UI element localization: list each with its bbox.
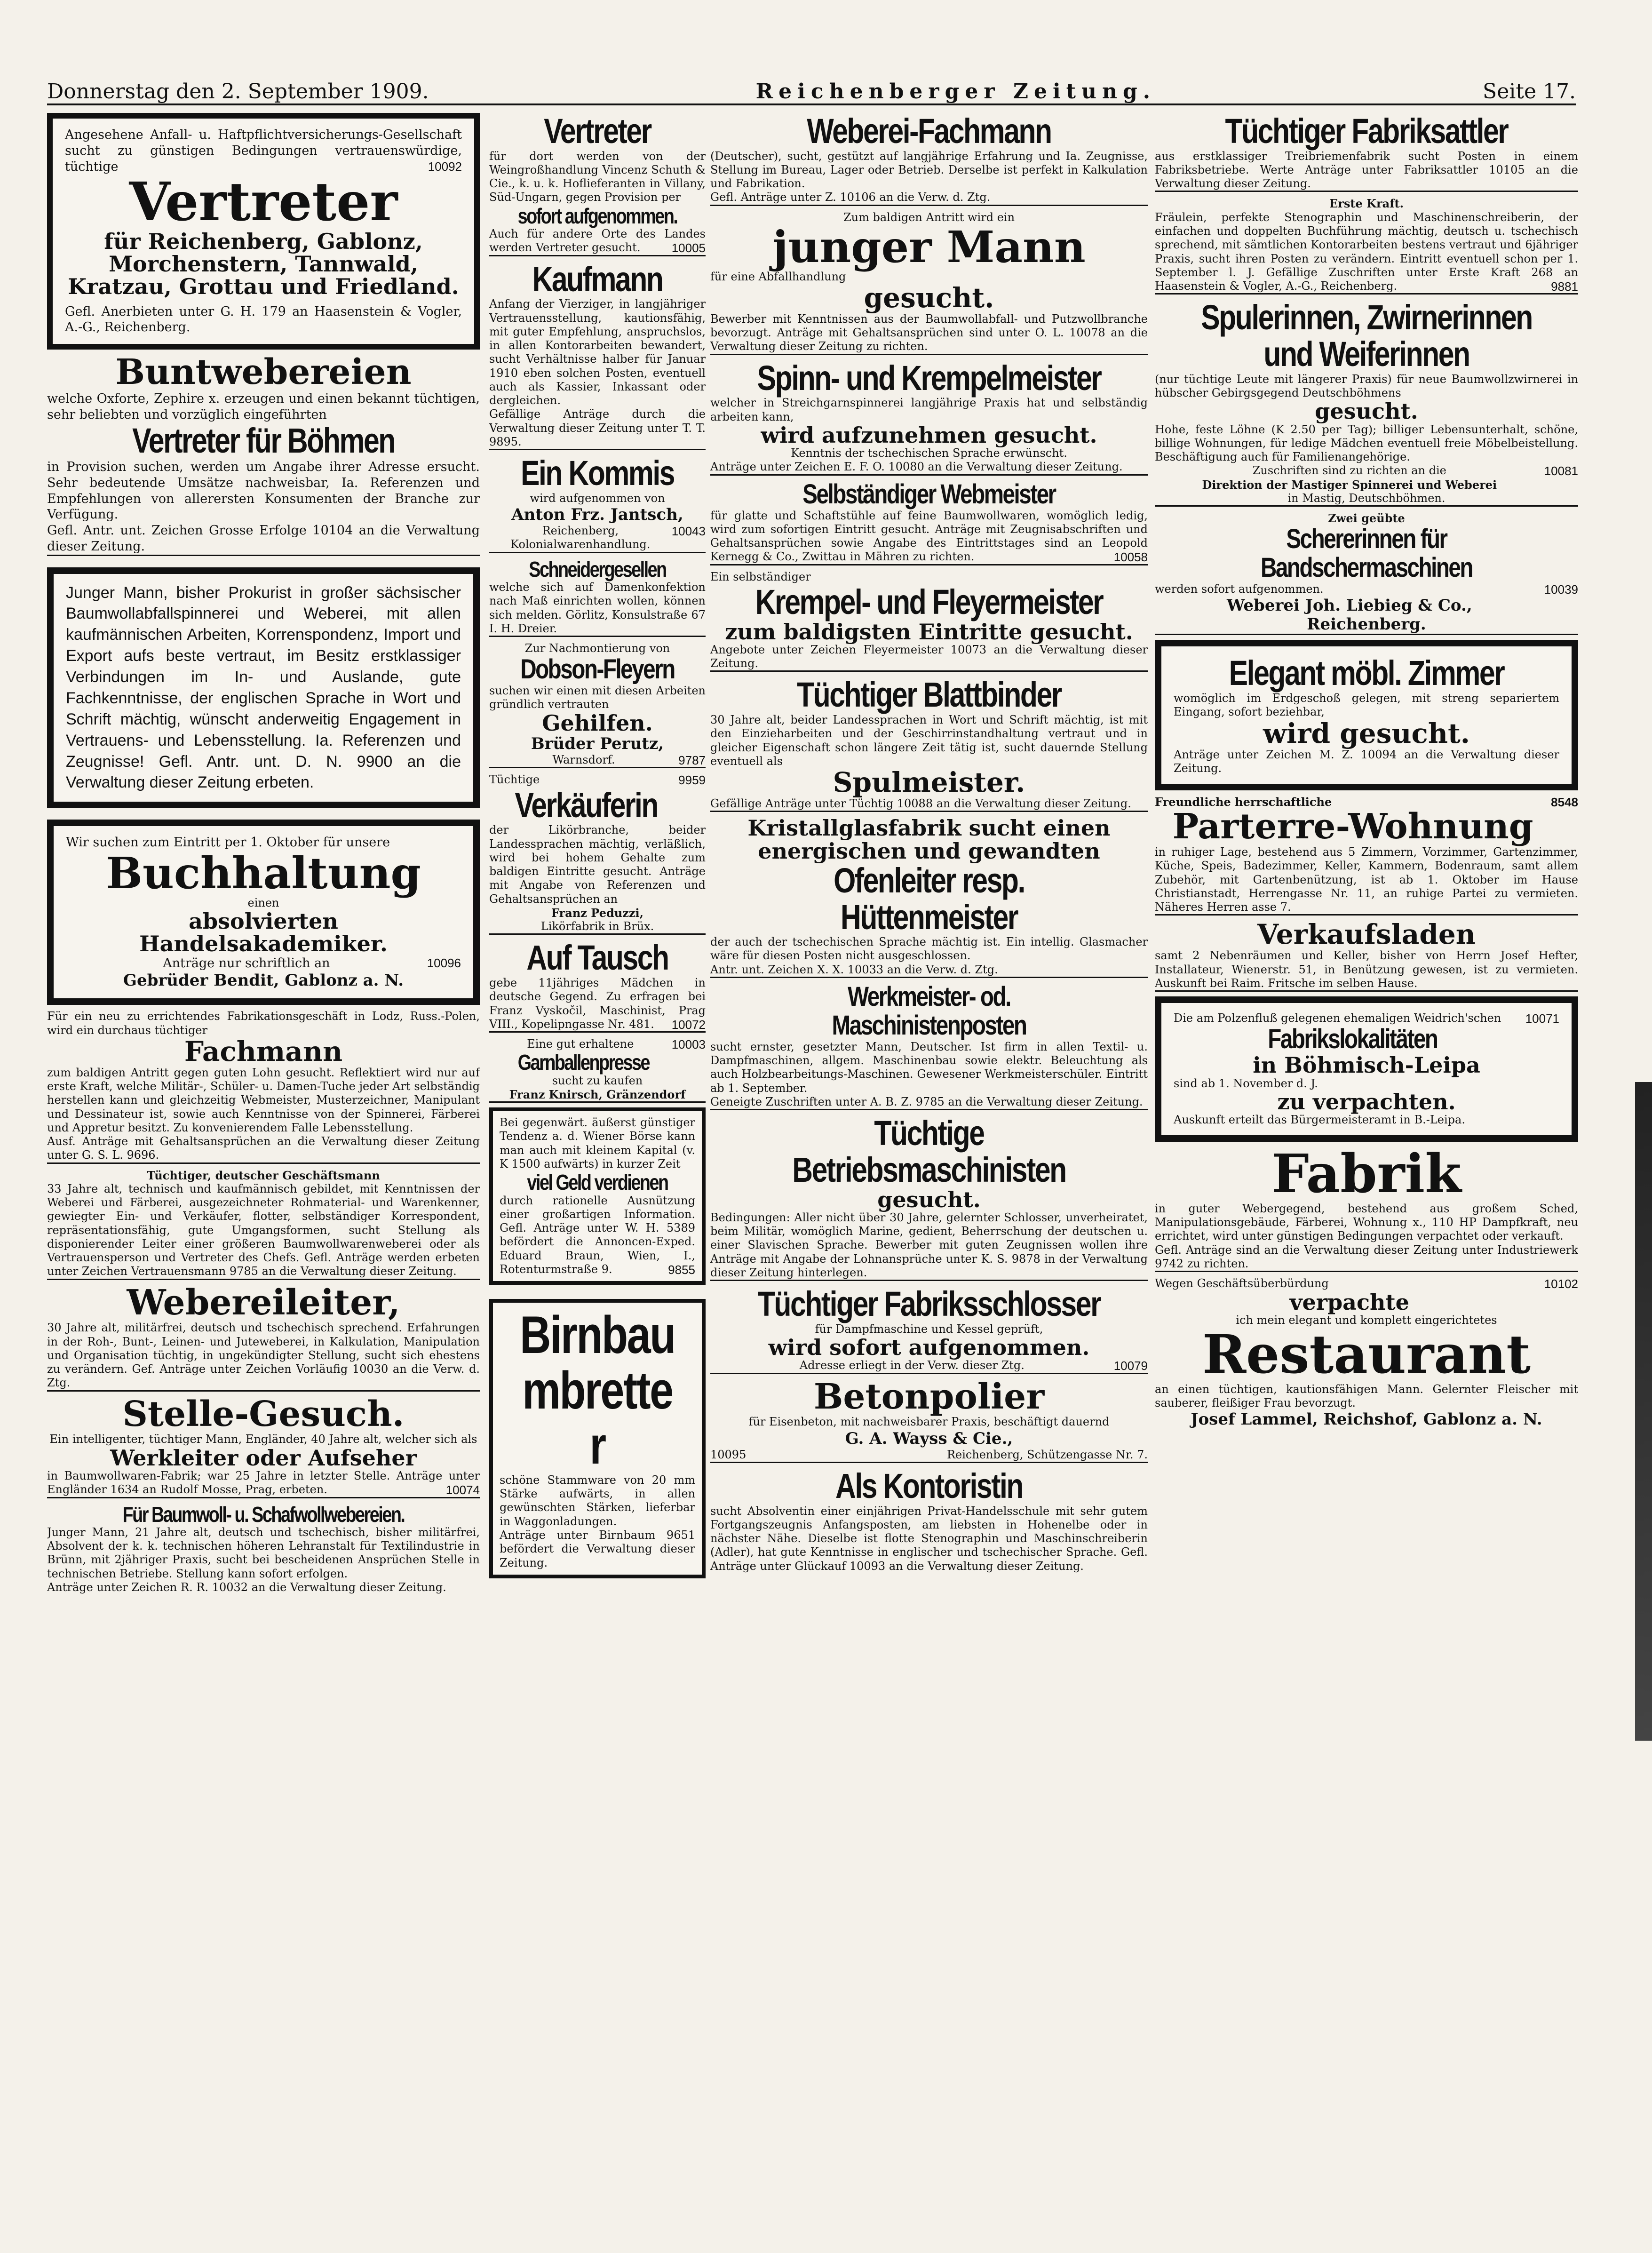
ad-kommis	[489, 455, 706, 553]
ad-verkaufsladen	[1155, 920, 1578, 992]
ad-headline: Fachmann	[184, 1035, 343, 1067]
ad-headline: Selbständiger Webmeister	[802, 478, 1056, 510]
ad-bold: wird sofort aufgenommen.	[768, 1335, 1090, 1361]
ad-bold: viel Geld verdienen	[527, 1170, 668, 1195]
ad-body: suchen wir einen mit diesen Arbeiten gründlich vertrauten	[489, 684, 706, 711]
newspaper-title: Reichenberger Zeitung.	[755, 80, 1156, 103]
page-header	[47, 66, 1576, 105]
ad-bold: Spulmeister.	[833, 766, 1025, 799]
ad-headline: Verkäuferin	[515, 785, 658, 825]
ad-headline: Krempel- und Fleyermeister	[755, 582, 1103, 621]
ad-headline: Tüchtiger Fabriksschlosser	[757, 1284, 1101, 1324]
ad-headline: Buchhaltung	[106, 848, 421, 899]
ad-body: wird aufgenommen von	[530, 491, 665, 505]
ad-body: Fräulein, perfekte Stenographin und Maschinenschreiberin, der einfachen und doppelten Buchführung mächtig, deutsch u. tschechisch sprechend, mit sämtlichen Kontorarbeiten bestens vertraut und 6jähriger Praxis, sucht ihren Posten zu verändern. Eintritt eventuell schon per 1. September l. J. Gefällige Zuschriften unter Erste Kraft 268 an Haasenstein & Vogler, A.-G., Reichenberg. 9881	[1155, 210, 1578, 294]
ad-headline: Tüchtiger Fabriksattler	[1225, 113, 1508, 151]
ad-footer: Geneigte Zuschriften unter A. B. Z. 9785 an die Verwaltung dieser Zeitung.	[710, 1095, 1143, 1108]
ad-place: in Mastig, Deutschböhmen.	[1287, 491, 1446, 505]
ad-body: Bedingungen: Aller nicht über 30 Jahre, gelernter Schlosser, unverheiratet, beim Militär, womöglich Marine, gedient, Beherrschung der deutschen u. einer Slavischen Sprache. Bewerber mit guten Zeugnissen wollen ihre Anträge mit Angabe der Lohnansprüche unter K. S. 9878 in der Verwaltung dieser Zeitung hinterlegen.	[710, 1210, 1148, 1279]
ad-antrag: Anträge nur schriftlich an 10096	[163, 955, 461, 971]
ad-headline: Spinn- und Krempelmeister	[757, 358, 1101, 398]
ad-intro: Ein selbständiger	[710, 570, 811, 583]
ad-intro: Zwei geübte	[1328, 511, 1405, 525]
ad-kontoristin	[710, 1468, 1148, 1573]
ad-firm: Direktion der Mastiger Spinnerei und Weberei	[1202, 478, 1497, 492]
ad-headline: Tüchtige Betriebsmaschinisten	[792, 1114, 1066, 1189]
ad-werkmeister	[710, 983, 1148, 1110]
ad-body: werden sofort aufgenommen. 10039	[1155, 582, 1578, 597]
ad-intro: Tüchtige 9959	[489, 773, 706, 788]
column-2	[489, 113, 706, 2216]
ad-body: sucht ernster, gesetzter Mann, Deutscher. Ist firm in allen Textil- u. Dampfmaschinen, allgem. Maschinenbau sowie elektr. Beleuchtung als auch Holzbearbeitungs-Maschinen. Gewesener Werkmeisterschüler. Eintritt ab 1. September.	[710, 1040, 1148, 1095]
ad-headline: Betonpolier	[813, 1376, 1045, 1417]
ad-footer: Anträge unter Birnbaum 9651 befördert die Verwaltung dieser Zeitung.	[500, 1529, 695, 1569]
ad-body: 30 Jahre alt, beider Landessprachen in Wort und Schrift mächtig, ist mit den Einzieharbeiten und der Geschirrinstandhaltung vertraut und in gleicher Eigenschaft schon längere Zeit tätig ist, sucht dauernde Stellung eventuell als	[710, 713, 1148, 768]
ad-body: in ruhiger Lage, bestehend aus 5 Zimmern, Vorzimmer, Gartenzimmer, Küche, Speis, Badezimmer, Keller, Kammern, Bodenraum, samt allem Zubehör, mit Gartenbenützung, ist ab 1. Oktober im Hause Christianstadt, Herrengasse Nr. 11, an ruhige Partei zu vermieten. Näheres Herren asse 7.	[1155, 845, 1578, 914]
ad-body2: Bewerber mit Kenntnissen aus der Baumwollabfall- und Putzwollbranche bevorzugt. Anträge mit Gehaltsansprüchen sind unter O. L. 10078 an die Verwaltung dieser Zeitung zu richten.	[710, 312, 1148, 353]
ad-body: in guter Webergegend, bestehend aus großem Sched, Manipulationsgebäude, Färberei, Wohnung x., 110 HP Dampfkraft, neu errichtet, wird unter günstigen Bedingungen verpachtet oder verkauft.	[1155, 1202, 1578, 1243]
ad-body: Ein intelligenter, tüchtiger Mann, Engländer, 40 Jahre alt, welcher sich als	[49, 1433, 477, 1446]
ad-headline: Auf Tausch	[526, 938, 668, 978]
ad-body: der auch der tschechischen Sprache mächtig ist. Ein intellig. Glasmacher wäre für diesen Posten nicht ausgeschlossen.	[710, 935, 1148, 963]
ad-headline: Birnbaumbretter	[520, 1306, 675, 1475]
page-number: Seite 17.	[1483, 80, 1576, 103]
ad-fabrikslokalitaeten	[1155, 996, 1578, 1142]
ad-bold: gesucht.	[1315, 398, 1418, 424]
ad-firm: Franz Knirsch, Gränzendorf	[509, 1087, 686, 1101]
ad-boerse	[489, 1107, 706, 1285]
ad-dobson-fleyern	[489, 642, 706, 768]
ad-headline: Als Kontoristin	[835, 1466, 1023, 1505]
ad-bold: gesucht.	[864, 281, 994, 314]
ad-footer: Gefällige Anträge unter Tüchtig 10088 an die Verwaltung dieser Zeitung.	[710, 796, 1131, 810]
ad-headline: Restaurant	[1202, 1324, 1531, 1386]
header-date: Donnerstag den 2. September 1909.	[47, 80, 429, 103]
ad-headline: Garnballenpresse	[517, 1050, 650, 1075]
ad-body: sucht Absolventin einer einjährigen Privat-Handelsschule mit sehr gutem Fortgangszeugnis Anfangsposten, am liebsten in Hohenelbe oder in nächster Nähe. Dieselbe ist flotte Stenographin und Maschinschreiberin (Adler), hat gute Kenntnisse in englischer und tschechischer Sprache. Gefl. Anträge unter Glückauf 10093 an die Verwaltung dieser Zeitung.	[710, 1504, 1148, 1573]
ad-fabriksattler	[1155, 113, 1578, 192]
ad-parterre-wohnung	[1155, 795, 1578, 916]
ad-footer: Adresse erliegt in der Verw. dieser Ztg. 10079	[799, 1359, 1148, 1373]
ad-headline: junger Mann	[772, 222, 1086, 273]
ad-body: sucht zu kaufen	[552, 1074, 643, 1087]
ad-place: in Böhmisch-Leipa	[1253, 1052, 1480, 1078]
ad-intro: Zum baldigen Antritt wird ein	[843, 210, 1015, 224]
ad-firm: Josef Lammel, Reichshof, Gablonz a. N.	[1191, 1410, 1542, 1429]
ad-headline: Buntwebereien	[115, 352, 412, 393]
ad-body2: in Baumwollwaren-Fabrik; war 25 Jahre in letzter Stelle. Anträge unter Engländer 1634 an Rudolf Mosse, Prag, erbeten. 10074	[47, 1469, 480, 1497]
ad-bold: verpachte	[1289, 1289, 1409, 1315]
ad-bold: wird gesucht.	[1263, 717, 1470, 749]
ad-vertreter-wein	[489, 113, 706, 256]
ad-body: 30 Jahre alt, militärfrei, deutsch und tschechisch sprechend. Erfahrungen in der Roh-, Bunt-, Leinen- und Juteweberei, in Kalkulation, Manipulation und Organisation tüchtig, in ungekündigter Stellung, sucht sich ehestens zu verändern. Gef. Anträge unter Zeichen Vorläufig 10030 an die Verw. d. Ztg.	[47, 1321, 480, 1390]
ad-footer: Ausf. Anträge mit Gehaltsansprüchen an die Verwaltung dieser Zeitung unter G. S. L. 9696.	[47, 1135, 480, 1162]
ad-bold: sofort aufgenommen.	[517, 203, 677, 228]
ad-place: Likörfabrik in Brüx.	[540, 920, 654, 933]
ad-schneidergesellen	[489, 558, 706, 637]
ad-firm: Franz Peduzzi,	[551, 906, 643, 920]
ad-footer: Antr. unt. Zeichen X. X. 10033 an die Verw. d. Ztg.	[710, 963, 998, 976]
column-1	[47, 113, 480, 2216]
ad-sub: absolvierten Handelsakademiker.	[139, 908, 388, 957]
ad-headline: Für Baumwoll- u. Schafwollwebereien.	[122, 1502, 405, 1527]
ad-baumwoll-schafwoll	[47, 1503, 480, 1595]
ad-body: schöne Stammware von 20 mm Stärke aufwärts, in allen gewünschten Stärken, lieferbar in Waggonladungen.	[500, 1473, 695, 1528]
ad-kaufmann	[489, 261, 706, 451]
ad-intro: Angesehene Anfall- u. Haftpflichtversicherungs-Gesellschaft sucht zu günstigen Bedingungen vertrauenswürdige, tüchtige 10092	[65, 127, 462, 174]
ad-headline: Schneidergesellen	[529, 557, 666, 581]
ad-body: (nur tüchtige Leute mit längerer Praxis) für neue Baumwollzwirnerei in hübscher Gebirgsgegend Deutschböhmens	[1155, 372, 1578, 399]
ad-ofenleiter	[710, 817, 1148, 978]
ad-body3: Zuschriften sind zu richten an die 10081	[1252, 464, 1578, 478]
ad-body: welche sich auf Damenkonfektion nach Maß einrichten wollen, können sich melden. Görlitz, Konsulstraße 67 I. H. Dreier.	[489, 580, 706, 635]
ad-headline: Vertreter	[544, 113, 651, 151]
ad-bold: zu verpachten.	[1277, 1089, 1456, 1115]
ad-body: samt 2 Nebenräumen und Keller, bisher von Herrn Josef Hefter, Installateur, Wienerstr. 51, in Benützung gewesen, ist zu vermieten. Auskunft bei Raim. Fritsche im selben Hause.	[1155, 949, 1578, 990]
ad-geschaeftsmann	[47, 1169, 480, 1280]
ad-body2: Auch für andere Orte des Landes werden Vertreter gesucht. 10005	[489, 227, 706, 255]
ad-erste-kraft	[1155, 197, 1578, 295]
binding-edge	[1635, 1082, 1652, 1741]
ad-spulerinnen	[1155, 299, 1578, 507]
ad-verkaeuferin	[489, 773, 706, 935]
ad-intro: Für ein neu zu errichtendes Fabrikationsgeschäft in Lodz, Russ.-Polen, wird ein durchaus tüchtiger	[47, 1010, 480, 1037]
ad-firm: Gebrüder Bendit, Gablonz a. N.	[123, 971, 404, 990]
ad-role: Gehilfen.	[542, 710, 653, 736]
ad-intro: Wegen Geschäftsüberbürdung 10102	[1155, 1277, 1578, 1291]
ad-headline: Kaufmann	[532, 259, 663, 299]
ad-schererinnen	[1155, 511, 1578, 635]
ad-body: in Provision suchen, werden um Angabe ihrer Adresse ersucht. Sehr bedeutende Umsätze nachweisbar, Ia. Referenzen und Empfehlungen von allerersten Konsumenten der Branche zur Verfügung.	[47, 460, 480, 522]
ad-footer: Anträge unter Zeichen R. R. 10032 an die Verwaltung dieser Zeitung.	[47, 1580, 446, 1594]
ad-headline: Weberei-Fachmann	[807, 113, 1051, 151]
ad-body: Anfang der Vierziger, in langjähriger Vertrauensstellung, kautionsfähig, mit guter Empfehlung, anspruchslos, in allen Kontorarbeiten bewandert, sucht Verhältnisse halber für Januar 1910 eben solchen Posten, eventuell auch als Kassier, Inkassant oder dergleichen.	[489, 297, 706, 407]
ad-garnballenpresse	[489, 1037, 706, 1103]
ad-headline: Fabrikslokalitäten	[1268, 1024, 1438, 1055]
ad-headline: Ofenleiter resp. Hüttenmeister	[834, 860, 1025, 937]
ad-buntwebereien	[47, 354, 480, 556]
column-3	[710, 113, 1148, 2216]
ad-body2: Hohe, feste Löhne (K 2.50 per Tag); billiger Lebensunterhalt, schöne, billige Wohnungen, für ledige Mädchen eventuell freie Möbelbeistellung. Beschäftigung auch für Familienangehörige.	[1155, 422, 1578, 464]
ad-moebl-zimmer	[1155, 640, 1578, 790]
ad-spinn-krempelmeister	[710, 360, 1148, 476]
ad-place: Reichenberg.	[1307, 615, 1426, 634]
ad-body: für dort werden von der Weingroßhandlung Vincenz Schuth & Cie., k. u. k. Hoflieferanten in Villany, Süd-Ungarn, gegen Provision per	[489, 149, 706, 204]
ad-body: 33 Jahre alt, technisch und kaufmännisch gebildet, mit Kenntnissen der Weberei und Färberei, ausgezeichneter Rohmaterial- und Warenkenner, gewiegter Ein- und Verkäufer, flotter, selbständiger Korrespondent, repräsentationsfähig, gute Umgangsformen, sucht Stellung als disponierender Leiter einer größeren Baumwollwarenweberei oder als Vertrauensperson und Vertreter des Chefs. Gefl. Anträge werden erbeten unter Zeichen Vertrauensmann 9785 an die Verwaltung dieser Zeitung.	[47, 1182, 480, 1278]
ad-body: aus erstklassiger Treibriemenfabrik sucht Posten in einem Fabriksbetriebe. Werte Anträge unter Fabriksattler 10105 an die Verwaltung dieser Zeitung.	[1155, 149, 1578, 191]
ad-headline: Spulerinnen, Zwirnerinnen und Weiferinnen	[1201, 298, 1532, 374]
ad-headline: Dobson-Fleyern	[520, 654, 675, 685]
ad-body: für eine Abfallhandlung	[710, 270, 846, 283]
ad-headline: Schererinnen für Bandschermaschinen	[1260, 524, 1473, 583]
ad-footer: Anträge unter Zeichen E. F. O. 10080 an die Verwaltung dieser Zeitung.	[710, 460, 1123, 474]
ad-headline: Verkaufsladen	[1257, 918, 1476, 951]
ad-intro: welche Oxforte, Zephire x. erzeugen und einen bekannt tüchtigen, sehr beliebten und vorzüglich eingeführten	[47, 391, 480, 422]
ad-title: Vertreter für Böhmen	[132, 421, 395, 461]
ad-einen: einen	[247, 896, 279, 909]
ad-body: Junger Mann, bisher Prokurist in großer sächsischer Baumwollabfallspinnerei und Weberei, mit allen kaufmännischen Arbeiten, Korrenspondenz, Import und Export aufs beste vertraut, im Besitz erstklassiger Verbindungen im In- und Auslande, gute Fachkenntnisse, der englischen Sprache in Wort und Schrift mächtig, wünscht anderweitig Engagement in Vertrauens- und Lebensstellung. Ia. Referenzen und Zeugnisse! Gefl. Antr. unt. D. N. 9900 an die Verwaltung dieser Zeitung erbeten.	[66, 583, 461, 792]
ad-headline: Tüchtiger Blattbinder	[797, 675, 1061, 715]
ad-weberei-fachmann	[710, 113, 1148, 206]
ad-headline: Elegant möbl. Zimmer	[1229, 653, 1504, 693]
column-4	[1155, 113, 1578, 2216]
ad-footer: Auskunft erteilt das Bürgermeisteramt in B.-Leipa.	[1174, 1113, 1465, 1127]
ad-birnbaumbretter	[489, 1299, 706, 1578]
ad-junger-mann	[710, 211, 1148, 355]
ad-body: für Dampfmaschine und Kessel geprüft,	[815, 1322, 1043, 1336]
ad-fachmann-lodz	[47, 1010, 480, 1163]
ad-role: Werkleiter oder Aufseher	[110, 1445, 417, 1471]
ad-place: Reichenberg, 10043	[542, 524, 706, 539]
ad-body: für glatte und Schaftstühle auf feine Baumwollwaren, womöglich ledig, wird zum sofortigen Eintritt gesucht. Anträge mit Zeugnisabschriften und Gehaltsansprüchen sowie Angabe des Eintrittstages sind an Leopold Kernegg & Co., Zwittau in Mähren zu richten. 10058	[710, 509, 1148, 565]
ad-fabrik	[1155, 1143, 1578, 1272]
ad-bold: gesucht.	[877, 1186, 981, 1212]
ad-body: Junger Mann, 21 Jahre alt, deutsch und tschechisch, bisher militärfrei, Absolvent der k. k. technischen höheren Lehranstalt für Textilindustrie in Brünn, mit 2jähriger Praxis, sucht bei bescheidenen Ansprüchen Stelle in technischen Betriebe. Stellung kann sofort erfolgen.	[47, 1525, 480, 1580]
ad-body: womöglich im Erdgeschoß gelegen, mit streng separiertem Eingang, sofort beziehbar,	[1174, 692, 1559, 719]
ad-footer: Angebote unter Zeichen Fleyermeister 10073 an die Verwaltung dieser Zeitung.	[710, 643, 1148, 670]
ad-vertreter-versicherung	[47, 113, 480, 350]
ad-intro: Wir suchen zum Eintritt per 1. Oktober für unsere	[66, 835, 390, 850]
ad-junger-mann-prokurist	[47, 567, 480, 809]
ad-headline: Fabrik	[1271, 1143, 1461, 1205]
ad-body: (Deutscher), sucht, gestützt auf langjährige Erfahrung und Ia. Zeugnisse, Stellung im Bureau, Lager oder Betrieb. Derselbe ist perfekt in Kalkulation und Fabrikation.	[710, 149, 1148, 191]
ad-body: zum baldigen Antritt gegen guten Lohn gesucht. Reflektiert wird nur auf erste Kraft, welche Militär-, Schüler- u. Damen-Tuche jeder Art selbständig herstellen kann und gleichzeitig Webmeister, Musterzeichner, Manipulant und Dessinateur ist, sowie auch Kenntnisse von der Spinnerei, Färberei und Appretur besitzt. Zu konvenierendem Falle Lebensstellung.	[47, 1066, 480, 1134]
ad-webereileiter	[47, 1282, 480, 1392]
ad-footer: Gefl. Antr. unt. Zeichen Grosse Erfolge 10104 an die Verwaltung dieser Zeitung.	[47, 523, 480, 554]
ad-intro: Eine gut erhaltene 10003	[527, 1037, 706, 1052]
ad-places: für Reichenberg, Gablonz, Morchenstern, Tannwald, Kratzau, Grottau und Friedland.	[68, 228, 459, 300]
ad-blattbinder	[710, 677, 1148, 812]
ad-body: welcher in Streichgarnspinnerei langjährige Praxis hat und selbständig arbeiten kann,	[710, 396, 1148, 423]
ad-body: für Eisenbeton, mit nachweisbarer Praxis, beschäftigt dauernd	[748, 1415, 1110, 1429]
ad-stelle-gesuch	[47, 1393, 480, 1498]
ad-bold: wird aufzunehmen gesucht.	[761, 422, 1097, 448]
ad-trade: Kolonialwarenhandlung.	[510, 538, 651, 551]
ad-webmeister	[710, 480, 1148, 565]
ad-body: der Likörbranche, beider Landessprachen mächtig, verläßlich, wird bei hohem Gehalte zum baldigen Eintritte gesucht. Anträge mit Angabe von Referenzen und Gehaltsansprüchen an	[489, 823, 706, 906]
ad-footer: Gefl. Anträge sind an die Verwaltung dieser Zeitung unter Industriewerk 9742 zu richten.	[1155, 1243, 1578, 1270]
ad-auf-tausch	[489, 939, 706, 1033]
ad-firm: Brüder Perutz,	[531, 734, 664, 754]
ad-place-line: 10095 Reichenberg, Schützengasse Nr. 7.	[710, 1448, 1148, 1461]
ad-headline: Stelle-Gesuch.	[122, 1393, 405, 1434]
ad-intro: Freundliche herrschaftliche 8548	[1155, 795, 1578, 810]
ad-footer: Gefällige Anträge durch die Verwaltung dieser Zeitung unter T. T. 9895.	[489, 407, 706, 448]
ad-headline: Parterre-Wohnung	[1172, 806, 1533, 847]
ad-body2: durch rationelle Ausnützung einer großartigen Information. Gefl. Anträge unter W. H. 5389 befördert die Annoncen-Exped. Eduard Braun, Wien, I., Rotenturmstraße 9. 9855	[500, 1194, 695, 1277]
ad-firm: G. A. Wayss & Cie.,	[845, 1429, 1013, 1448]
ad-intro: Erste Kraft.	[1329, 197, 1404, 211]
ad-firm: Anton Frz. Jantsch,	[511, 505, 683, 525]
ad-krempel-fleyermeister	[710, 570, 1148, 672]
ad-restaurant	[1155, 1277, 1578, 1429]
ad-footer: Gefl. Anträge unter Z. 10106 an die Verw. d. Ztg.	[710, 191, 991, 204]
ad-firm: Weberei Joh. Liebieg & Co.,	[1227, 596, 1472, 615]
ad-headline: Vertreter	[129, 171, 398, 233]
ad-headline: Webereileiter,	[127, 1282, 400, 1323]
ad-headline: Tüchtiger, deutscher Geschäftsmann	[147, 1168, 380, 1182]
ad-body: sind ab 1. November d. J.	[1174, 1076, 1318, 1090]
ad-place: Warnsdorf. 9787	[552, 753, 706, 768]
ad-intro: Kristallglasfabrik sucht einen energischen und gewandten	[747, 815, 1111, 864]
ad-bold: zum baldigsten Eintritte gesucht.	[725, 619, 1133, 645]
ad-body: ich mein elegant und komplett eingerichtetes	[1236, 1313, 1497, 1327]
ad-footer: Anträge unter Zeichen M. Z. 10094 an die Verwaltung dieser Zeitung.	[1174, 748, 1559, 775]
ad-betonpolier	[710, 1376, 1148, 1463]
ad-buchhaltung	[47, 820, 480, 1005]
ad-intro: Die am Polzenfluß gelegenen ehemaligen Weidrich'schen 10071	[1174, 1011, 1559, 1026]
ad-fabriksschlosser	[710, 1286, 1148, 1374]
ad-intro: Zur Nachmontierung von	[524, 642, 670, 655]
ad-body: Bei gegenwärt. äußerst günstiger Tendenz a. d. Wiener Börse kann man auch mit kleinem Kapital (v. K 1500 aufwärts) in kurzer Zeit	[500, 1116, 695, 1170]
ad-headline: Werkmeister- od. Maschinistenposten	[832, 981, 1026, 1041]
ad-headline: Ein Kommis	[520, 454, 675, 493]
ad-footer: Gefl. Anerbieten unter G. H. 179 an Haasenstein & Vogler, A.-G., Reichenberg.	[65, 304, 462, 335]
ad-body2: an einen tüchtigen, kautionsfähigen Mann. Gelernter Fleischer mit sauberer, fleißiger Frau bevorzugt.	[1155, 1382, 1578, 1409]
ad-body: gebe 11jähriges Mädchen in deutsche Gegend. Zu erfragen bei Franz Vyskočil, Maschinist, Prag VIII., Kopelipngasse Nr. 481. 10072	[489, 976, 706, 1032]
ad-betriebsmaschinisten	[710, 1115, 1148, 1281]
ad-body2: Kenntnis der tschechischen Sprache erwünscht.	[791, 446, 1067, 460]
